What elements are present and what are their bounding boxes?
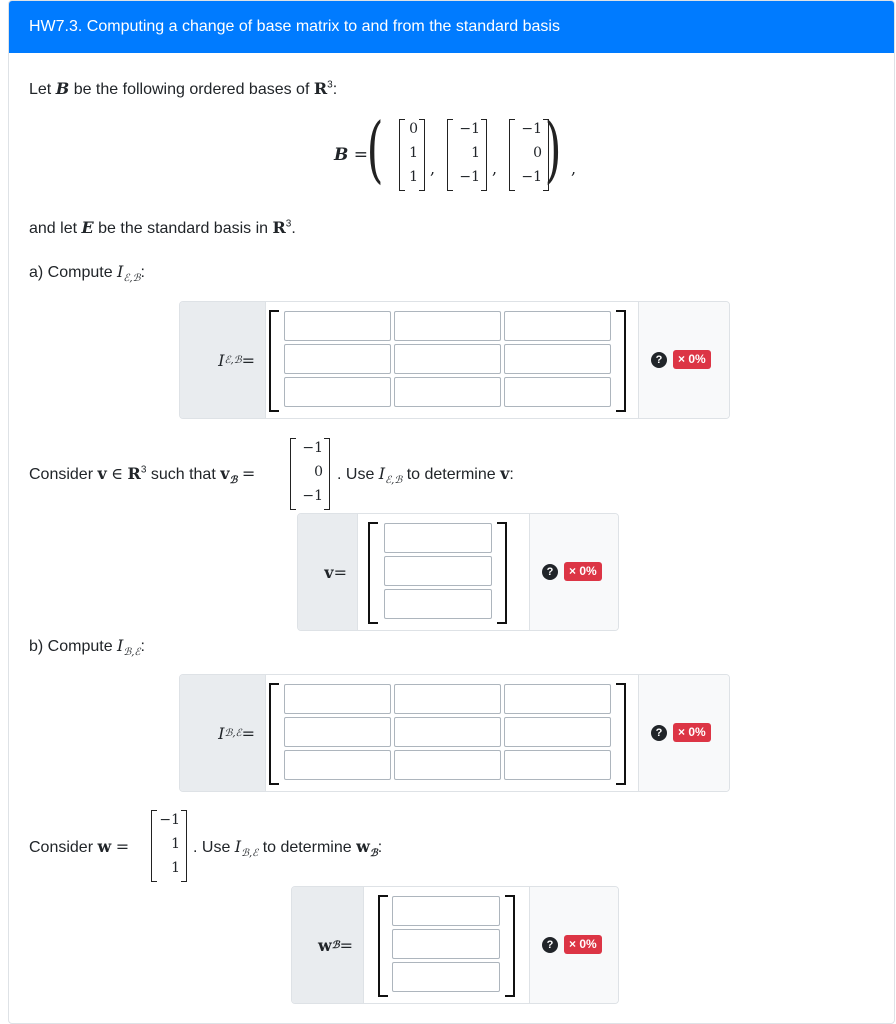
- ibe-input-r2c2[interactable]: [394, 717, 501, 747]
- use-w-sub: ℬ,ℰ: [241, 848, 259, 860]
- element-of-symbol: ∈: [111, 464, 124, 483]
- part-a-label: a) Compute: [29, 264, 113, 281]
- wB-left-bracket: [378, 895, 388, 997]
- wB-input-3[interactable]: [392, 962, 500, 992]
- w-entry-1: −1: [159, 812, 180, 828]
- wB-label-sub: ℬ: [331, 939, 340, 951]
- text-and-let: and let: [29, 220, 78, 237]
- v-input-3[interactable]: [384, 589, 492, 619]
- help-icon-v[interactable]: ?: [542, 564, 558, 580]
- wB-right-bracket: [505, 895, 515, 997]
- answer-status-v: [529, 514, 618, 630]
- part-a-subscript: ℰ,ℬ: [123, 273, 141, 285]
- answer-label-IBE: [180, 675, 266, 791]
- score-badge-v: × 0%: [564, 562, 602, 581]
- v-right-bracket: [497, 522, 507, 624]
- vector-w-symbol: w: [97, 837, 112, 856]
- part-b-I-symbol: I: [117, 636, 124, 655]
- ieb-input-r1c2[interactable]: [394, 311, 501, 341]
- text-consider-w: Consider: [29, 839, 94, 856]
- ibe-label-sub: ℬ,ℰ: [224, 727, 242, 739]
- matrix-left-bracket: [269, 310, 279, 412]
- b2-entry-2: 1: [471, 145, 480, 161]
- text-colon: :: [332, 81, 338, 98]
- score-badge-ibe: × 0%: [673, 723, 711, 742]
- answer-panel-wB: [291, 886, 619, 1004]
- ieb-label-eq: =: [241, 350, 255, 370]
- v-left-bracket: [368, 522, 378, 624]
- v-equals: =: [241, 464, 256, 483]
- b3-entry-2: 0: [533, 145, 542, 161]
- b2-entry-1: −1: [459, 121, 480, 137]
- v-input-1[interactable]: [384, 523, 492, 553]
- text-such-that: such that: [150, 466, 216, 483]
- ieb-input-r2c3[interactable]: [504, 344, 611, 374]
- left-paren: (: [366, 107, 384, 191]
- text-standard-basis: be the standard basis in: [98, 220, 269, 237]
- answer-label-IEB: [180, 302, 266, 418]
- basis-vector-3: [509, 119, 549, 191]
- help-icon-wB[interactable]: ?: [542, 937, 558, 953]
- w-entry-2: 1: [171, 836, 180, 852]
- basis-vector-2: [447, 119, 487, 191]
- text-consider-v: Consider: [29, 466, 94, 483]
- b1-entry-1: 0: [409, 121, 418, 137]
- part-b-label: b) Compute: [29, 638, 113, 655]
- v-label: v: [324, 562, 334, 582]
- answer-status-IBE: [638, 675, 729, 791]
- real-space-symbol-2: R: [272, 218, 286, 237]
- ibe-label-eq: =: [241, 723, 255, 743]
- help-icon[interactable]: ?: [651, 352, 667, 368]
- answer-panel-v: [297, 513, 619, 631]
- b3-entry-1: −1: [521, 121, 542, 137]
- text-ordered-bases: be the following ordered bases of: [73, 81, 310, 98]
- real-space-exponent-3: 3: [140, 464, 147, 476]
- vector-w-coords: [151, 810, 187, 882]
- score-badge: × 0%: [673, 350, 711, 369]
- ibe-input-r2c3[interactable]: [504, 717, 611, 747]
- use-v-sub: ℰ,ℬ: [385, 475, 403, 487]
- b1-entry-3: 1: [409, 169, 418, 185]
- ibe-right-bracket: [616, 683, 626, 785]
- ibe-input-r1c1[interactable]: [284, 684, 391, 714]
- text-to-determine-1: to determine: [406, 466, 496, 483]
- v-input-2[interactable]: [384, 556, 492, 586]
- part-a-prompt: [29, 262, 145, 284]
- ieb-input-r1c1[interactable]: [284, 311, 391, 341]
- ieb-input-r2c2[interactable]: [394, 344, 501, 374]
- vB-entry-3: −1: [302, 488, 323, 504]
- part-b-prompt: [29, 636, 145, 658]
- real-space-symbol-3: R: [127, 464, 141, 483]
- question-title: HW7.3. Computing a change of base matrix to and from the standard basis: [9, 1, 894, 53]
- ieb-input-r3c3[interactable]: [504, 377, 611, 407]
- wB-label-eq: =: [339, 935, 353, 955]
- wB-input-1[interactable]: [392, 896, 500, 926]
- ieb-input-r3c2[interactable]: [394, 377, 501, 407]
- text-period: .: [291, 220, 296, 237]
- basis-B-symbol: B: [55, 79, 70, 98]
- use-w-colon: :: [377, 839, 383, 856]
- vector-vB-sub: ℬ: [229, 475, 238, 487]
- vB-entry-2: 0: [314, 464, 323, 480]
- matrix-right-bracket: [616, 310, 626, 412]
- ibe-input-r1c3[interactable]: [504, 684, 611, 714]
- v-label-eq: =: [333, 562, 347, 582]
- ibe-input-r3c2[interactable]: [394, 750, 501, 780]
- text-use-2: . Use: [193, 839, 231, 856]
- use-v-target: v: [500, 464, 510, 483]
- ieb-input-r2c1[interactable]: [284, 344, 391, 374]
- ieb-label-sub: ℰ,ℬ: [224, 354, 242, 366]
- ibe-input-r3c3[interactable]: [504, 750, 611, 780]
- use-v-colon: :: [509, 466, 514, 483]
- basis-vector-1: [399, 119, 425, 191]
- right-paren: ): [544, 107, 562, 191]
- text-let: Let: [29, 81, 52, 98]
- basis-E-symbol: E: [81, 218, 94, 237]
- vector-vB-symbol: v: [220, 464, 230, 483]
- wB-input-2[interactable]: [392, 929, 500, 959]
- answer-status-IEB: [638, 302, 729, 418]
- ieb-input-r1c3[interactable]: [504, 311, 611, 341]
- answer-label-v: [298, 514, 358, 630]
- answer-panel-IBE: [179, 674, 730, 792]
- w-equals: =: [115, 837, 130, 856]
- answer-status-wB: [529, 887, 618, 1003]
- ibe-input-r3c1[interactable]: [284, 750, 391, 780]
- text-use-1: . Use: [337, 466, 375, 483]
- ibe-label-I: I: [218, 723, 225, 743]
- use-w-target: w: [356, 837, 370, 856]
- vector-vB-coords: [290, 438, 330, 510]
- intro-line: [29, 79, 337, 99]
- real-space-exponent-2: 3: [285, 218, 292, 230]
- basis-B-lhs: B: [334, 145, 349, 165]
- part-b-colon: :: [140, 638, 145, 655]
- ieb-input-r3c1[interactable]: [284, 377, 391, 407]
- text-to-determine-2: to determine: [262, 839, 352, 856]
- answer-label-wB: [292, 887, 364, 1003]
- ibe-input-r2c1[interactable]: [284, 717, 391, 747]
- vector-v-symbol: v: [97, 464, 107, 483]
- question-card: HW7.3. Computing a change of base matrix to and from the standard basis Let B be the following ordered bases of $R^3$: B = ( ) 0 1 1 , −1 1 −1 , −1 0 −1 , and let E be the standard basis in $R^3$. a) Compute $I_{ℰ,ℬ}$: I ℰ,ℬ = ? × 0% Consider v ∈ $R^3$ such that $v_ℬ$ = −1 0 −1 . Use $I_{ℰ,ℬ}$ to determine v: v = ? × 0% b) Compute $I_{ℬ,ℰ}$: I ℬ,ℰ = ? × 0% Consider w = −1 1 1 . Use $I_{ℬ,ℰ}$ to determine $w_ℬ$: w ℬ = ? × 0%: [8, 0, 895, 1024]
- b3-entry-3: −1: [521, 169, 542, 185]
- score-badge-wB: × 0%: [564, 935, 602, 954]
- part-b-subscript: ℬ,ℰ: [123, 647, 141, 659]
- wB-label: w: [317, 935, 332, 955]
- real-space-symbol: R: [313, 79, 328, 98]
- use-v-I: I: [378, 464, 386, 483]
- answer-panel-IEB: [179, 301, 730, 419]
- standard-basis-line: [29, 218, 296, 238]
- ibe-left-bracket: [269, 683, 279, 785]
- vB-entry-1: −1: [302, 440, 323, 456]
- ieb-label-I: I: [218, 350, 225, 370]
- use-w-I: I: [234, 837, 242, 856]
- ibe-input-r1c2[interactable]: [394, 684, 501, 714]
- help-icon-ibe[interactable]: ?: [651, 725, 667, 741]
- part-a-colon: :: [140, 264, 145, 281]
- part-a-I-symbol: I: [117, 262, 124, 281]
- b2-entry-3: −1: [459, 169, 480, 185]
- b1-entry-2: 1: [409, 145, 418, 161]
- w-entry-3: 1: [171, 860, 180, 876]
- real-space-exponent: 3: [327, 79, 333, 91]
- use-w-target-sub: ℬ: [369, 848, 378, 860]
